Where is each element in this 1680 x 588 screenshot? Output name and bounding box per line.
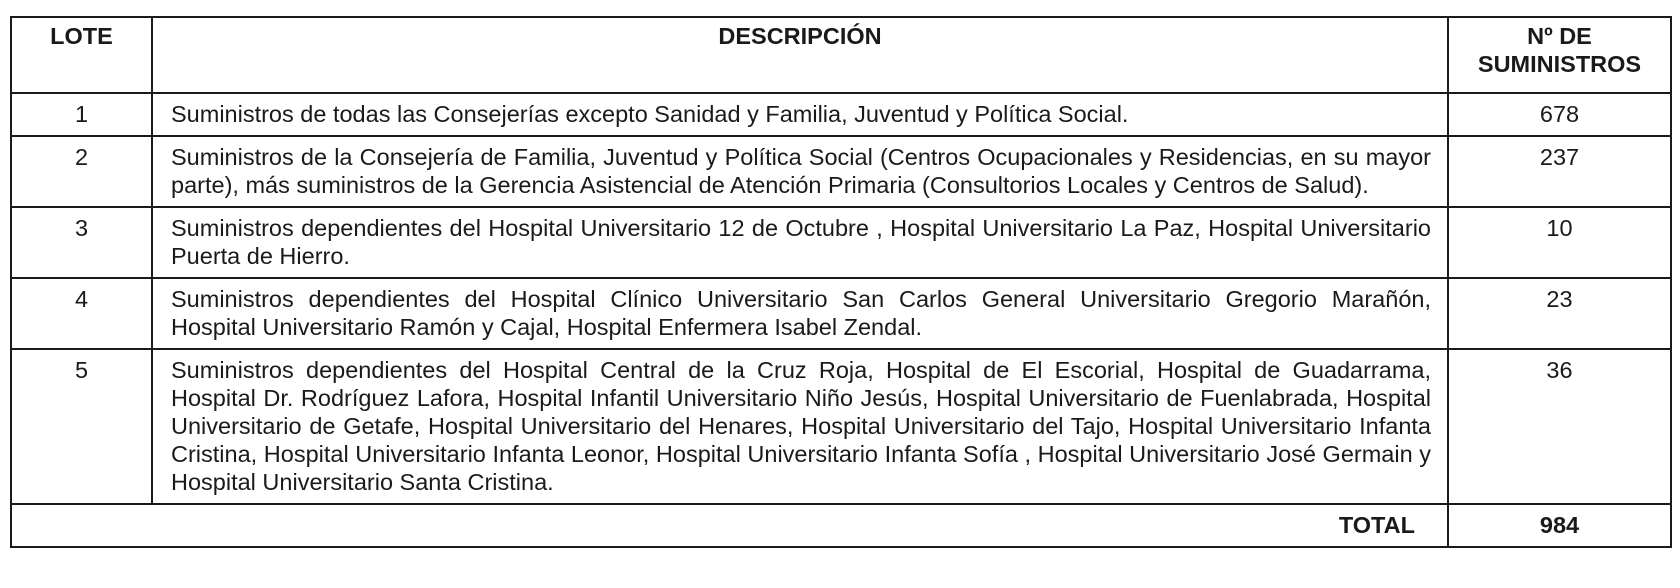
suministros-cell: 36 bbox=[1448, 349, 1671, 504]
suministros-cell: 23 bbox=[1448, 278, 1671, 349]
header-descripcion: DESCRIPCIÓN bbox=[152, 17, 1448, 93]
lote-cell: 1 bbox=[11, 93, 152, 136]
table-row bbox=[11, 136, 1671, 207]
descripcion-cell: Suministros de todas las Consejerías excepto Sanidad y Familia, Juventud y Política Social. bbox=[152, 93, 1448, 136]
table-row bbox=[11, 278, 1671, 349]
total-label: TOTAL bbox=[11, 504, 1448, 547]
lotes-table bbox=[10, 16, 1672, 548]
suministros-cell: 237 bbox=[1448, 136, 1671, 207]
lote-cell: 5 bbox=[11, 349, 152, 504]
lote-cell: 2 bbox=[11, 136, 152, 207]
descripcion-cell: Suministros dependientes del Hospital Universitario 12 de Octubre , Hospital Universitario La Paz, Hospital Universitario Puerta de Hierro. bbox=[152, 207, 1448, 278]
header-lote: LOTE bbox=[11, 17, 152, 93]
total-row bbox=[11, 504, 1671, 547]
table-row bbox=[11, 93, 1671, 136]
descripcion-cell: Suministros dependientes del Hospital Central de la Cruz Roja, Hospital de El Escorial, Hospital de Guadarrama, Hospital Dr. Rodríguez Lafora, Hospital Infantil Universitario Niño Jesús, Hospital Universitario de Fuenlabrada, Hospital Universitario de Getafe, Hospital Universitario del Henares, Hospital Universitario del Tajo, Hospital Universitario Infanta Cristina, Hospital Universitario Infanta Leonor, Hospital Universitario Infanta Sofía , Hospital Universitario José Germain y Hospital Universitario Santa Cristina. bbox=[152, 349, 1448, 504]
descripcion-cell: Suministros de la Consejería de Familia, Juventud y Política Social (Centros Ocupacionales y Residencias, en su mayor parte), más suministros de la Gerencia Asistencial de Atención Primaria (Consultorios Locales y Centros de Salud). bbox=[152, 136, 1448, 207]
header-num-line1: Nº DE bbox=[1527, 23, 1592, 49]
descripcion-cell: Suministros dependientes del Hospital Clínico Universitario San Carlos General Universitario Gregorio Marañón, Hospital Universitario Ramón y Cajal, Hospital Enfermera Isabel Zendal. bbox=[152, 278, 1448, 349]
document-page bbox=[10, 16, 1670, 548]
header-num-suministros bbox=[1448, 17, 1671, 93]
table-header-row bbox=[11, 17, 1671, 93]
suministros-cell: 678 bbox=[1448, 93, 1671, 136]
table-row bbox=[11, 349, 1671, 504]
table-row bbox=[11, 207, 1671, 278]
total-value: 984 bbox=[1448, 504, 1671, 547]
suministros-cell: 10 bbox=[1448, 207, 1671, 278]
lote-cell: 4 bbox=[11, 278, 152, 349]
header-num-line2: SUMINISTROS bbox=[1477, 51, 1642, 77]
lote-cell: 3 bbox=[11, 207, 152, 278]
